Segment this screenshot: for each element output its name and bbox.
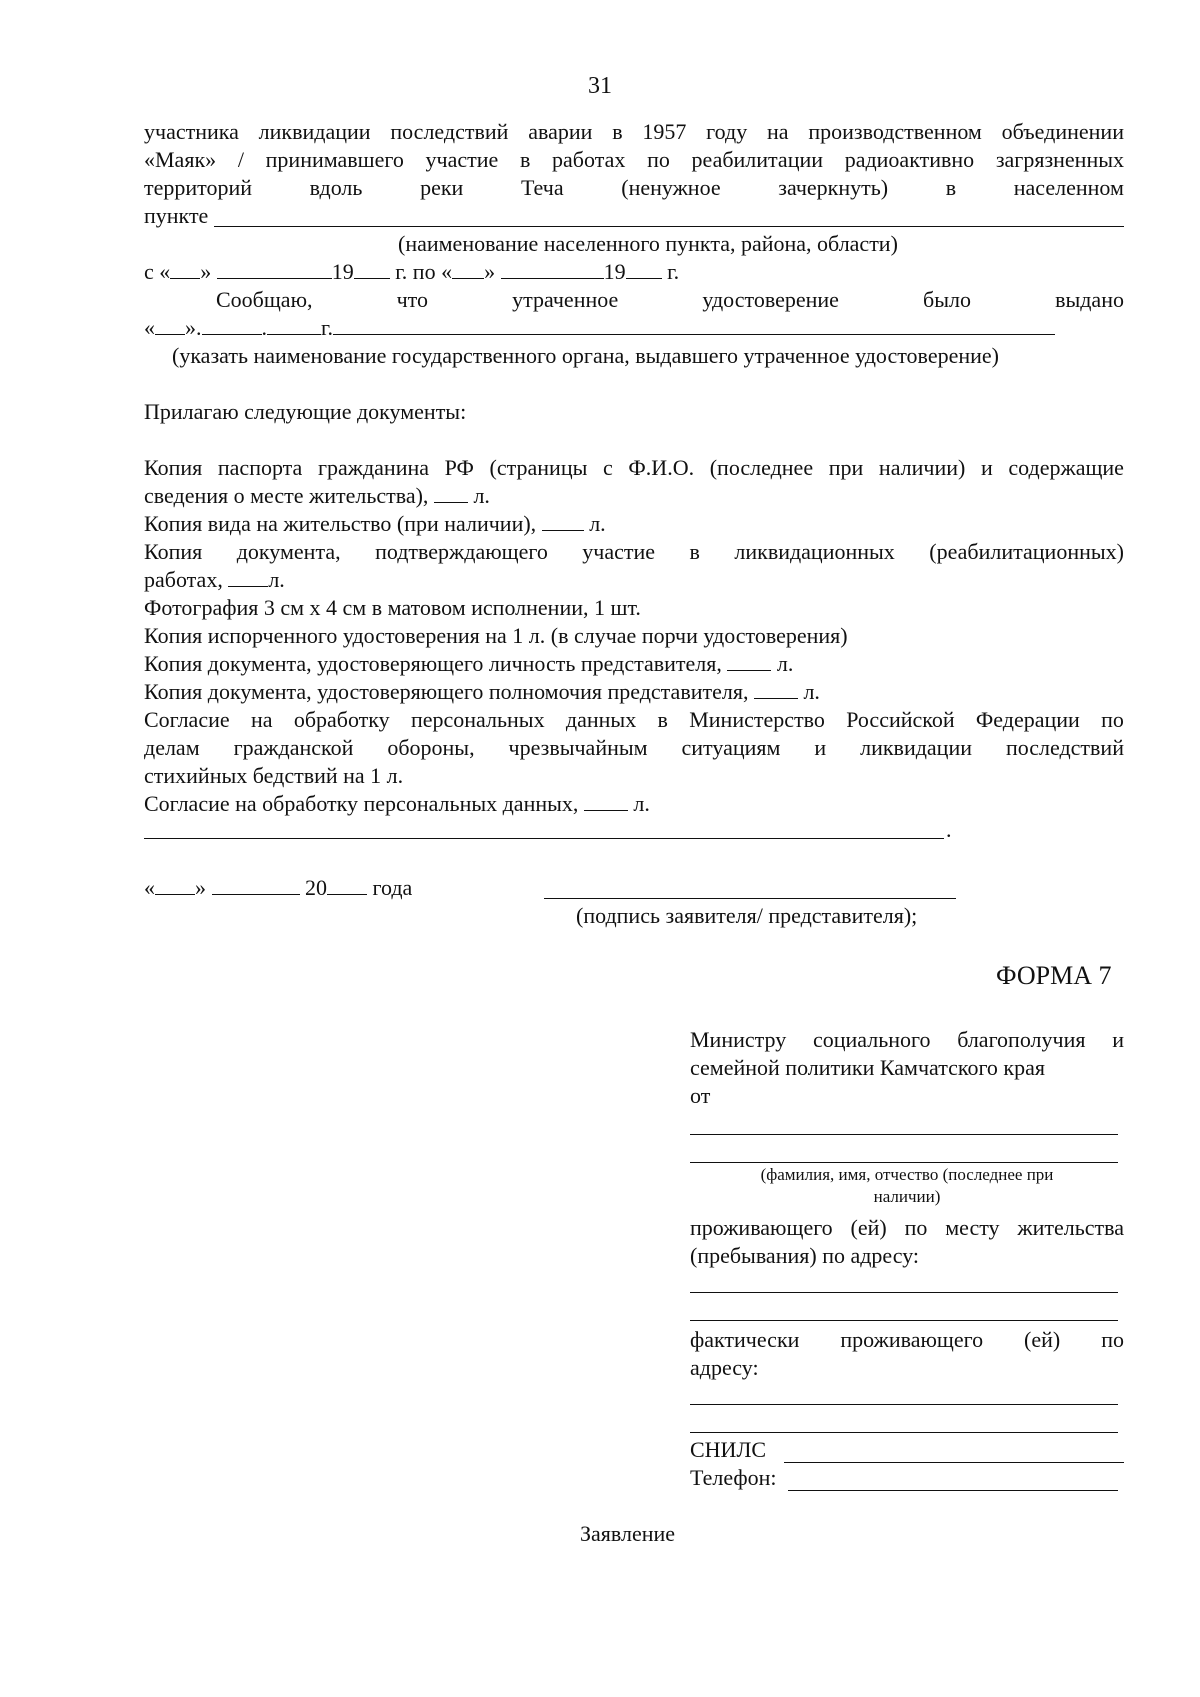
word: с: [603, 455, 613, 480]
word: вдоль: [309, 175, 363, 200]
word: Теча: [520, 175, 564, 200]
word: утраченное: [512, 287, 619, 312]
word: загрязненных: [995, 147, 1124, 172]
rep-auth-sheets-field[interactable]: [754, 678, 798, 699]
word: участника: [144, 119, 239, 144]
word: Сообщаю,: [216, 287, 313, 312]
word: ликвидационных: [734, 539, 895, 564]
word: фактически: [690, 1327, 800, 1352]
word: проживающего: [690, 1215, 833, 1240]
word: и: [1112, 1027, 1124, 1052]
residing-line-2: (пребывания) по адресу:: [690, 1243, 920, 1268]
addressee-line-1: [690, 1026, 1124, 1054]
attach-participation-line-1: [144, 538, 1124, 566]
word: гражданина: [317, 455, 429, 480]
day-from-field[interactable]: [170, 258, 200, 279]
attach-photo: Фотография 3 см х 4 см в матовом исполнении, 1 шт.: [144, 595, 641, 620]
attach-residence: Копия вида на жительство (при наличии), л.: [144, 511, 606, 536]
passport-sheets-field[interactable]: [434, 482, 468, 503]
word: содержащие: [1008, 455, 1124, 480]
word: Министру: [690, 1027, 787, 1052]
word: РФ: [444, 455, 474, 480]
word: (ей): [850, 1215, 887, 1240]
attach-consent-mchs-line-1: [144, 706, 1124, 734]
word: Копия: [144, 455, 203, 480]
word: в: [945, 175, 957, 200]
word: жительства: [1017, 1215, 1124, 1240]
word: в: [657, 707, 668, 732]
word: делам: [144, 735, 200, 760]
word: Копия: [144, 539, 203, 564]
word: производственном: [808, 119, 982, 144]
statement-heading: Заявление: [580, 1521, 676, 1546]
word: документа,: [236, 539, 341, 564]
issued-month-field[interactable]: [202, 314, 262, 335]
period-line: с « » 19 г. по « » 19 г.: [144, 259, 680, 284]
word: удостоверение: [702, 287, 839, 312]
issued-day-field[interactable]: [155, 314, 185, 335]
form-title: ФОРМА 7: [996, 961, 1112, 990]
word: году: [706, 119, 748, 144]
word: данных: [565, 707, 637, 732]
word: паспорта: [217, 455, 303, 480]
actual-line-1: [690, 1326, 1124, 1354]
word: реабилитации: [691, 147, 824, 172]
phone-field[interactable]: [788, 1490, 1118, 1491]
word: (последнее: [709, 455, 814, 480]
word: Федерации: [975, 707, 1080, 732]
snils-field[interactable]: [784, 1462, 1124, 1463]
word: Российской: [846, 707, 955, 732]
word: последствий: [390, 119, 509, 144]
word: (ненужное: [621, 175, 721, 200]
word: обороны,: [387, 735, 475, 760]
other-documents-dot: .: [946, 817, 952, 842]
word: социального: [812, 1027, 931, 1052]
word: радиоактивно: [844, 147, 975, 172]
word: в: [689, 539, 700, 564]
word: проживающего: [840, 1327, 984, 1352]
word: и: [980, 455, 993, 480]
word: ликвидации: [860, 735, 972, 760]
word: объединении: [1001, 119, 1124, 144]
snils-label: СНИЛС: [690, 1437, 767, 1462]
actual-line-2: адресу:: [690, 1355, 759, 1380]
month-to-field[interactable]: [501, 258, 604, 279]
word: Ф.И.О.: [628, 455, 695, 480]
word: «Маяк»: [144, 147, 217, 172]
word: выдано: [1055, 287, 1124, 312]
address-field-2[interactable]: [690, 1320, 1118, 1321]
report-line: [216, 286, 1124, 314]
word: благополучия: [957, 1027, 1086, 1052]
issued-year-field[interactable]: [267, 314, 321, 335]
sign-year-field[interactable]: [327, 874, 367, 895]
word: по: [647, 147, 670, 172]
word: территорий: [144, 175, 253, 200]
attach-rep-id: Копия документа, удостоверяющего личность представителя, л.: [144, 651, 794, 676]
page-number: 31: [588, 73, 612, 99]
actual-address-field-2[interactable]: [690, 1432, 1118, 1433]
word: было: [923, 287, 971, 312]
signature-date-line: « » 20 года: [144, 875, 413, 900]
word: подтверждающего: [375, 539, 548, 564]
attach-consent-mchs-line-3: стихийных бедствий на 1 л.: [144, 763, 404, 788]
word: аварии: [528, 119, 593, 144]
settlement-field[interactable]: [214, 226, 1124, 227]
residing-line-1: [690, 1214, 1124, 1242]
word: (ей): [1024, 1327, 1061, 1352]
word: Министерство: [689, 707, 825, 732]
year-to-field[interactable]: [626, 258, 662, 279]
settlement-caption: (наименование населенного пункта, района, области): [398, 231, 898, 256]
word: при: [828, 455, 864, 480]
word: /: [237, 147, 244, 172]
word: обработку: [293, 707, 390, 732]
word: реки: [420, 175, 464, 200]
upper-line-3: [144, 174, 1124, 202]
word: участие: [582, 539, 656, 564]
word: по: [904, 1215, 928, 1240]
attach-spoiled: Копия испорченного удостоверения на 1 л. (в случае порчи удостоверения): [144, 623, 848, 648]
month-from-field[interactable]: [217, 258, 332, 279]
signature-field[interactable]: [544, 898, 956, 899]
participation-sheets-field[interactable]: [228, 566, 268, 587]
rep-id-sheets-field[interactable]: [727, 650, 771, 671]
word: и: [814, 735, 827, 760]
issuer-field[interactable]: [333, 314, 1055, 335]
word: 1957: [642, 119, 687, 144]
word: Согласие: [144, 707, 230, 732]
actual-address-field-1[interactable]: [690, 1404, 1118, 1405]
word: по: [1101, 1327, 1124, 1352]
fio-field-1[interactable]: [690, 1134, 1118, 1135]
sign-day-field[interactable]: [155, 874, 195, 895]
phone-label: Телефон:: [690, 1465, 777, 1490]
attach-consent-mchs-line-2: [144, 734, 1124, 762]
word: что: [396, 287, 428, 312]
address-field-1[interactable]: [690, 1292, 1118, 1293]
word: месту: [945, 1215, 1000, 1240]
word: по: [1101, 707, 1124, 732]
from-label: от: [690, 1083, 711, 1108]
word: в: [519, 147, 531, 172]
other-documents-field[interactable]: [144, 838, 944, 839]
word: работах: [552, 147, 626, 172]
word: ситуациям: [681, 735, 781, 760]
attach-consent: Согласие на обработку персональных данных, л.: [144, 791, 650, 816]
issued-date-line: « ». . г.: [144, 314, 1055, 342]
word: принимавшего: [265, 147, 404, 172]
year-from-field[interactable]: [354, 258, 390, 279]
attach-rep-auth: Копия документа, удостоверяющего полномочия представителя, л.: [144, 679, 820, 704]
word: персональных: [410, 707, 545, 732]
day-to-field[interactable]: [452, 258, 484, 279]
word: на: [250, 707, 273, 732]
upper-line-2: [144, 146, 1124, 174]
sign-month-field[interactable]: [212, 874, 300, 895]
fio-caption: (фамилия, имя, отчество (последнее при наличии): [760, 1165, 1054, 1206]
settlement-label: пункте: [144, 203, 209, 228]
issuer-caption: (указать наименование государственного органа, выдавшего утраченное удостоверение): [172, 343, 999, 368]
attachments-heading: Прилагаю следующие документы:: [144, 399, 467, 424]
upper-line-1: [144, 118, 1124, 146]
word: населенном: [1013, 175, 1124, 200]
attach-participation-line-2: работах, л.: [144, 567, 285, 592]
fio-field-2[interactable]: [690, 1162, 1118, 1163]
word: (реабилитационных): [929, 539, 1124, 564]
word: в: [612, 119, 623, 144]
word: наличии): [878, 455, 966, 480]
word: зачеркнуть): [778, 175, 889, 200]
consent-sheets-field[interactable]: [584, 790, 628, 811]
word: на: [767, 119, 789, 144]
word: участие: [425, 147, 499, 172]
attach-passport-line-2: сведения о месте жительства), л.: [144, 483, 490, 508]
word: (страницы: [489, 455, 588, 480]
word: ликвидации: [258, 119, 371, 144]
attach-passport-line-1: [144, 454, 1124, 482]
residence-sheets-field[interactable]: [542, 510, 584, 531]
word: последствий: [1005, 735, 1124, 760]
word: чрезвычайным: [508, 735, 648, 760]
word: гражданской: [233, 735, 354, 760]
addressee-line-2: семейной политики Камчатского края: [690, 1055, 1045, 1080]
signature-caption: (подпись заявителя/ представителя);: [576, 903, 918, 928]
